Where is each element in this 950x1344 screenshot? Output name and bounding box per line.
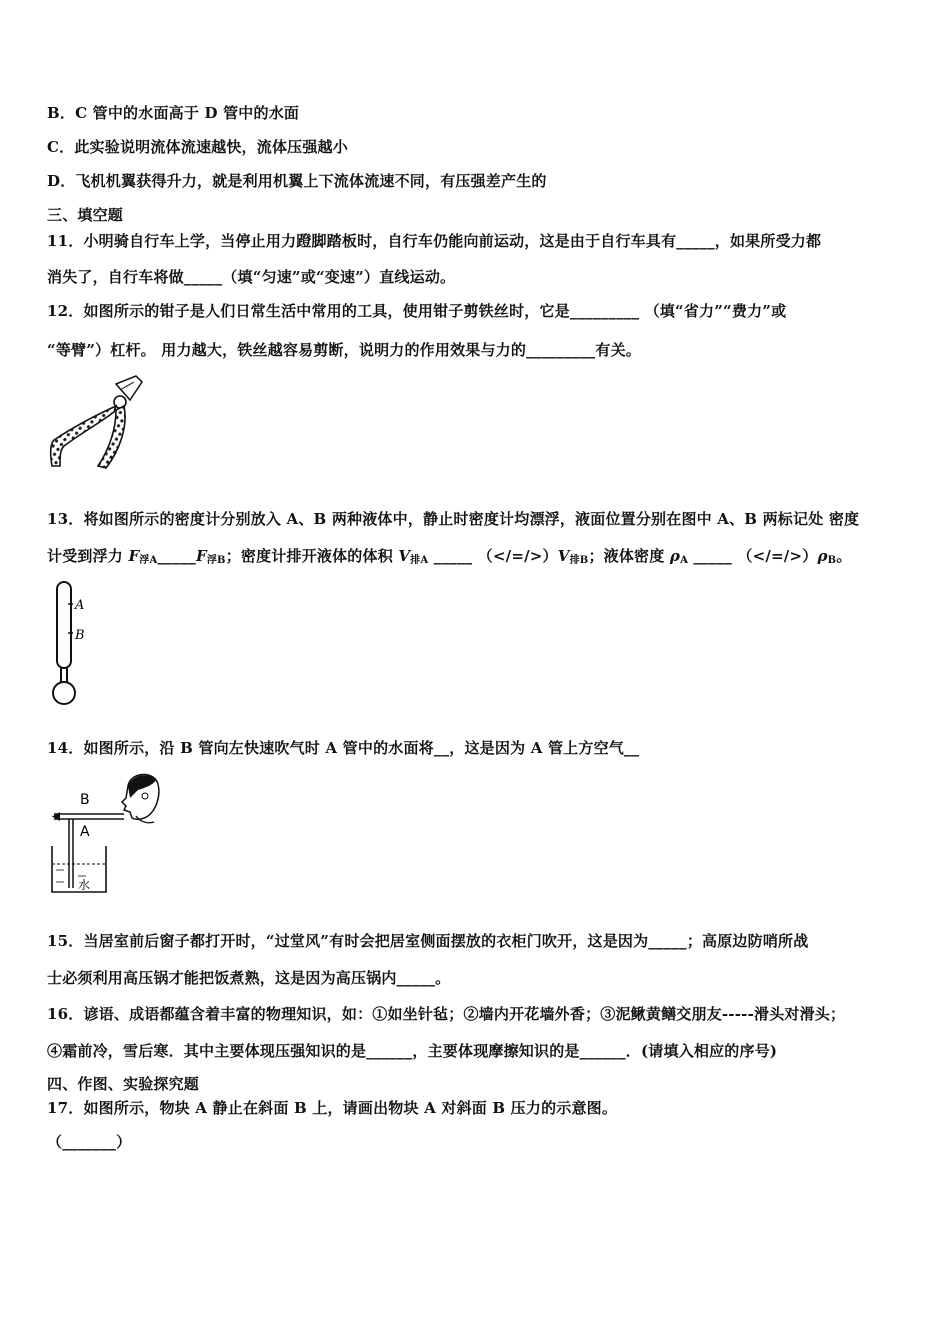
option-c: C．此实验说明流体流速越快，流体压强越小 <box>47 138 348 156</box>
tube-label-b: B <box>80 792 90 808</box>
q11-line2: 消失了，自行车将做_____（填“匀速”或“变速”）直线运动。 <box>47 268 456 286</box>
sub-rho-b: B <box>827 555 837 566</box>
blowing-tube-figure <box>44 766 164 898</box>
rho-symbol-a: ρ <box>669 547 681 565</box>
option-b: B．C 管中的水面高于 D 管中的水面 <box>47 104 300 122</box>
q13-line1: 13．将如图所示的密度计分别放入 A、B 两种液体中，静止时密度计均漂浮，液面位置分别在图中 A、B 两标记处 密度 <box>47 510 860 528</box>
hydrometer-label-b: B <box>75 628 85 643</box>
q13-p1: 计受到浮力 <box>47 547 129 565</box>
q17-line1: 17．如图所示，物块 A 静止在斜面 B 上，请画出物块 A 对斜面 B 压力的示意图。 <box>47 1099 618 1117</box>
sub-float-a: 浮A <box>139 555 158 566</box>
water-label: 水 <box>78 878 91 892</box>
q13-p3: ；密度计排开液体的体积 <box>225 547 399 565</box>
section-3-heading: 三、填空题 <box>47 206 124 224</box>
q16-line2: ④霜前冷，雪后寒．其中主要体现压强知识的是______，主要体现摩擦知识的是______．(请填入相应的序号) <box>47 1042 778 1060</box>
force-symbol-b: F <box>195 547 207 565</box>
sub-vol-b: 排B <box>569 555 589 566</box>
q15-line1: 15．当居室前后窗子都打开时，“过堂风”有时会把居室侧面摆放的衣柜门吹开，这是因为_____；高原边防哨所战 <box>47 932 809 950</box>
hydrometer-figure <box>46 578 106 710</box>
volume-symbol-a: V <box>398 547 411 565</box>
sub-vol-a: 排A <box>410 555 429 566</box>
q14-line1: 14．如图所示，沿 B 管向左快速吹气时 A 管中的水面将__，这是因为 A 管上方空气__ <box>47 739 640 757</box>
option-d: D．飞机机翼获得升力，就是利用机翼上下流体流速不同，有压强差产生的 <box>47 172 547 190</box>
q13-blank-force: _____ <box>157 547 196 565</box>
hydrometer-label-a: A <box>75 598 85 613</box>
force-symbol-a: F <box>128 547 140 565</box>
sub-rho-a: A <box>680 555 689 566</box>
q17-answer-blank: （_______） <box>47 1133 132 1151</box>
q15-line2: 士必须利用高压锅才能把饭煮熟，这是因为高压锅内_____。 <box>47 969 451 987</box>
q11-line1: 11．小明骑自行车上学，当停止用力蹬脚踏板时，自行车仍能向前运动，这是由于自行车具有_____，如果所受力都 <box>47 232 822 250</box>
q12-line1: 12．如图所示的钳子是人们日常生活中常用的工具，使用钳子剪铁丝时，它是_________ （填“省力”“费力”或 <box>47 302 787 320</box>
q13-line2 <box>47 545 852 566</box>
q16-line1: 16．谚语、成语都蕴含着丰富的物理知识，如：①如坐针毡；②墙内开花墙外香；③泥鳅黄鳝交朋友-----滑头对滑头； <box>47 1005 846 1023</box>
q13-p4: _____ （</=/>） <box>428 547 558 565</box>
tube-label-a: A <box>80 824 90 840</box>
volume-symbol-b: V <box>557 547 570 565</box>
q13-p6: _____ （</=/>） <box>688 547 818 565</box>
q13-p5: ；液体密度 <box>588 547 670 565</box>
q12-line2: “等臂”）杠杆。 用力越大，铁丝越容易剪断，说明力的作用效果与力的_________有关。 <box>47 341 641 359</box>
q13-p7: 。 <box>836 547 852 565</box>
section-4-heading: 四、作图、实验探究题 <box>47 1075 200 1093</box>
pliers-figure <box>44 370 148 475</box>
rho-symbol-b: ρ <box>817 547 828 565</box>
sub-float-b: 浮B <box>206 555 226 566</box>
